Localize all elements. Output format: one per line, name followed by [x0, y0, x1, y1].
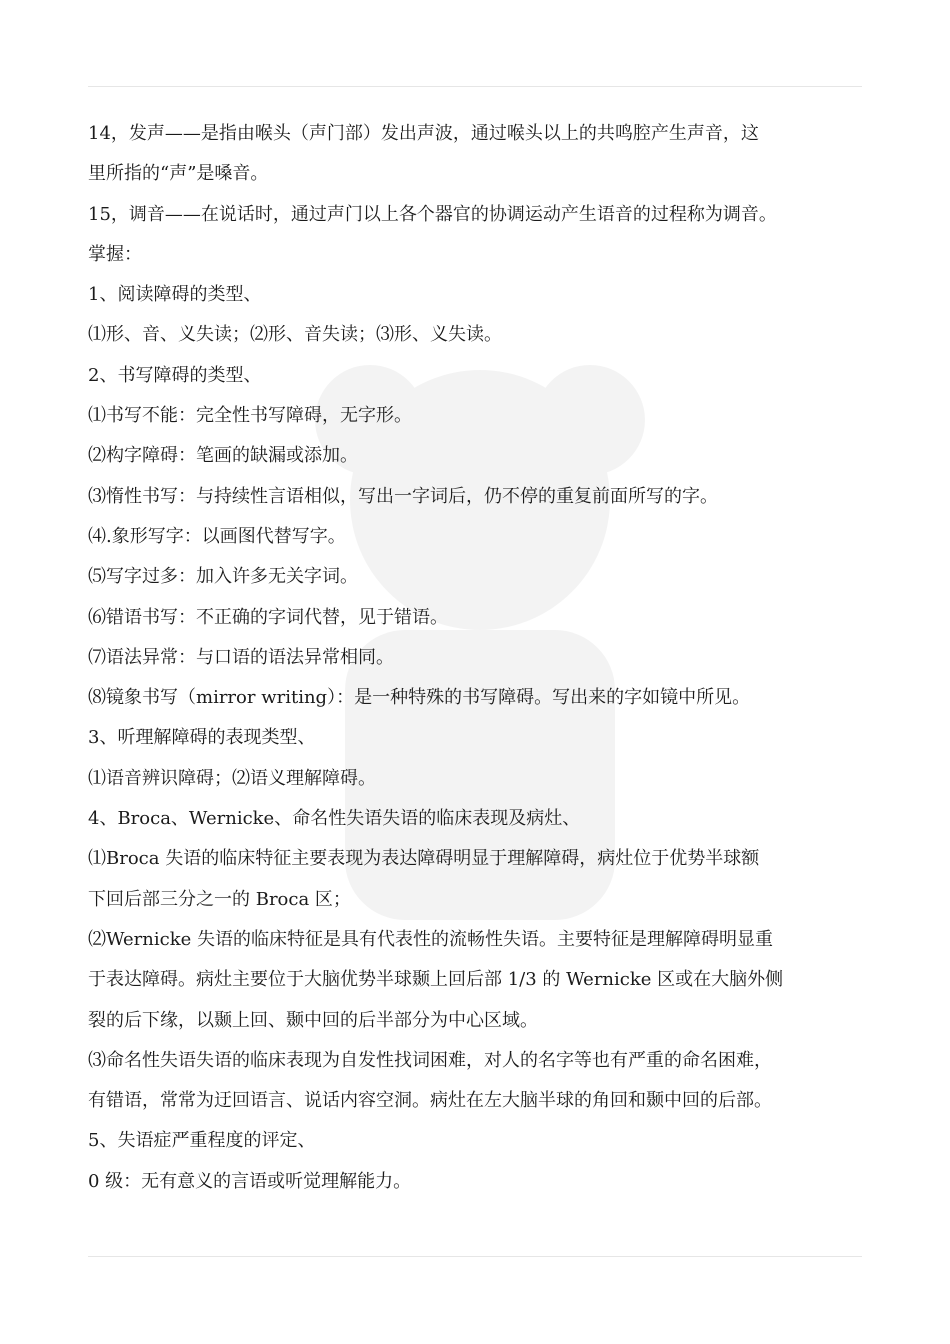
text-line: 0 级：无有意义的言语或听觉理解能力。	[88, 1170, 412, 1192]
text-line: ⑴形、音、义失读；⑵形、音失读；⑶形、义失读。	[88, 324, 502, 346]
section-heading: 掌握：	[88, 243, 142, 265]
header-rule	[88, 86, 862, 87]
text-line: 5、失语症严重程度的评定、	[88, 1130, 316, 1152]
text-line: 2、书写障碍的类型、	[88, 364, 262, 386]
text-line: ⑶命名性失语失语的临床表现为自发性找词困难，对人的名字等也有严重的命名困难，	[88, 1049, 772, 1071]
text-line: ⑶惰性书写：与持续性言语相似，写出一字词后，仍不停的重复前面所写的字。	[88, 485, 718, 507]
text-line: ⑻镜象书写（mirror writing）：是一种特殊的书写障碍。写出来的字如镜中所见。	[88, 687, 751, 709]
text-line: ⑵构字障碍：笔画的缺漏或添加。	[88, 445, 358, 467]
text-line: 1、阅读障碍的类型、	[88, 284, 262, 306]
text-line: ⑹错语书写：不正确的字词代替，见于错语。	[88, 606, 448, 628]
text-line: 4、Broca、Wernicke、命名性失语失语的临床表现及病灶、	[88, 808, 581, 830]
text-line: ⑷.象形写字：以画图代替写字。	[88, 525, 346, 547]
text-line: 3、听理解障碍的表现类型、	[88, 727, 316, 749]
text-line: 里所指的“声”是嗓音。	[88, 163, 269, 185]
text-line: 裂的后下缘，以颞上回、颞中回的后半部分为中心区域。	[88, 1009, 538, 1031]
text-line: 有错语，常常为迂回语言、说话内容空洞。病灶在左大脑半球的角回和颞中回的后部。	[88, 1090, 772, 1112]
text-line: 14，发声——是指由喉头（声门部）发出声波，通过喉头以上的共鸣腔产生声音，这	[88, 123, 759, 144]
text-line: 下回后部三分之一的 Broca 区；	[88, 888, 351, 910]
text-line: ⑺语法异常：与口语的语法异常相同。	[88, 646, 394, 668]
text-line: ⑴书写不能：完全性书写障碍，无字形。	[88, 405, 412, 427]
footer-rule	[88, 1256, 862, 1257]
text-line: 15，调音——在说话时，通过声门以上各个器官的协调运动产生语音的过程称为调音。	[88, 203, 777, 225]
text-line: ⑸写字过多：加入许多无关字词。	[88, 566, 358, 588]
text-line: ⑴Broca 失语的临床特征主要表现为表达障碍明显于理解障碍，病灶位于优势半球额	[88, 848, 760, 870]
document-body	[88, 114, 878, 1202]
text-line: 于表达障碍。病灶主要位于大脑优势半球颞上回后部 1/3 的 Wernicke 区或在大脑外侧	[88, 969, 784, 991]
text-line: ⑵Wernicke 失语的临床特征是具有代表性的流畅性失语。主要特征是理解障碍明显重	[88, 928, 773, 950]
text-line: ⑴语音辨识障碍；⑵语义理解障碍。	[88, 767, 376, 789]
